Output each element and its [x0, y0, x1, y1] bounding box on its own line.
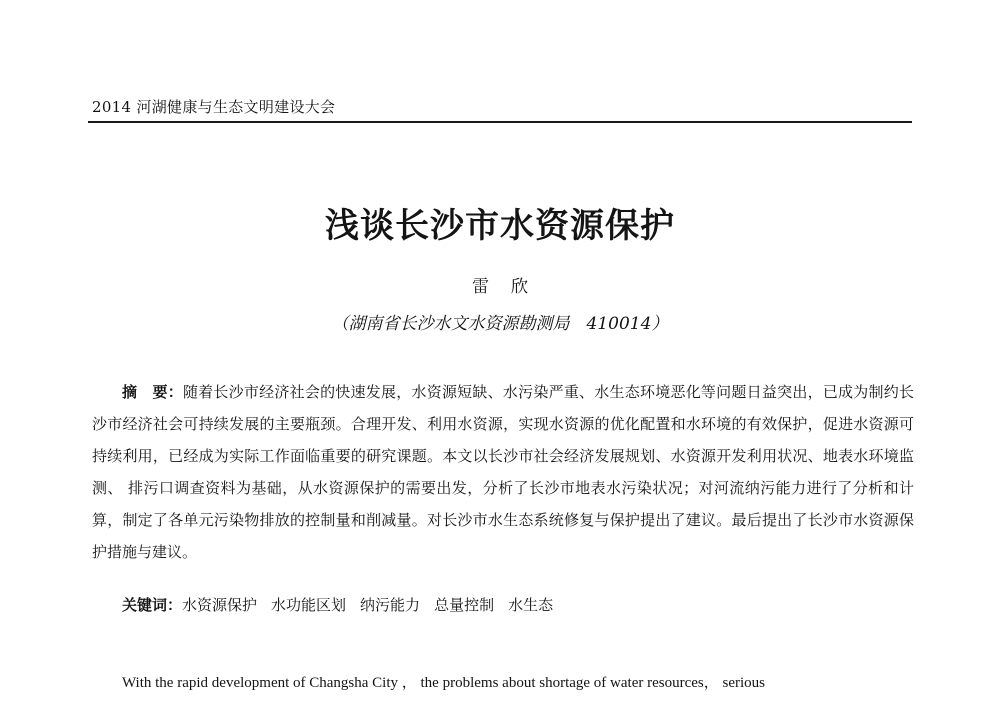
- author-name: [0, 272, 1000, 297]
- abstract-label: 摘 要：: [122, 383, 183, 401]
- running-header: 2014 河湖健康与生态文明建设大会: [92, 98, 336, 116]
- keywords: [122, 594, 567, 615]
- keywords-label: 关键词：: [122, 596, 183, 614]
- author-affiliation: （湖南省长沙水文水资源勘测局 410014）: [331, 314, 669, 334]
- keyword-item: 水生态: [508, 596, 554, 614]
- keyword-item: 纳污能力: [360, 596, 421, 614]
- header-rule: [88, 121, 912, 123]
- english-abstract-line: With the rapid development of Changsha City ， the problems about shortage of water resources， serious: [122, 675, 765, 691]
- keyword-item: 总量控制: [434, 596, 495, 614]
- author-name-text: 雷欣: [472, 277, 550, 297]
- keyword-item: 水资源保护: [182, 596, 258, 614]
- abstract: [92, 376, 914, 568]
- keyword-item: 水功能区划: [271, 596, 347, 614]
- abstract-text: 随着长沙市经济社会的快速发展，水资源短缺、水污染严重、水生态环境恶化等问题日益突出，已成为制约长沙市经济社会可持续发展的主要瓶颈。合理开发、利用水资源，实现水资源的优化配置和水环境的有效保护，促进水资源可持续利用，已经成为实际工作面临重要的研究课题。本文以长沙市社会经济发展规划、水资源开发利用状况、地表水环境监测、 排污口调查资料为基础，从水资源保护的需要出发，分析了长沙市地表水污染状况；对河流纳污能力进行了分析和计算，制定了各单元污染物排放的控制量和削减量。对长沙市水生态系统修复与保护提出了建议。最后提出了长沙市水资源保护措施与建议。: [92, 383, 914, 561]
- paper-title: 浅谈长沙市水资源保护: [325, 206, 675, 246]
